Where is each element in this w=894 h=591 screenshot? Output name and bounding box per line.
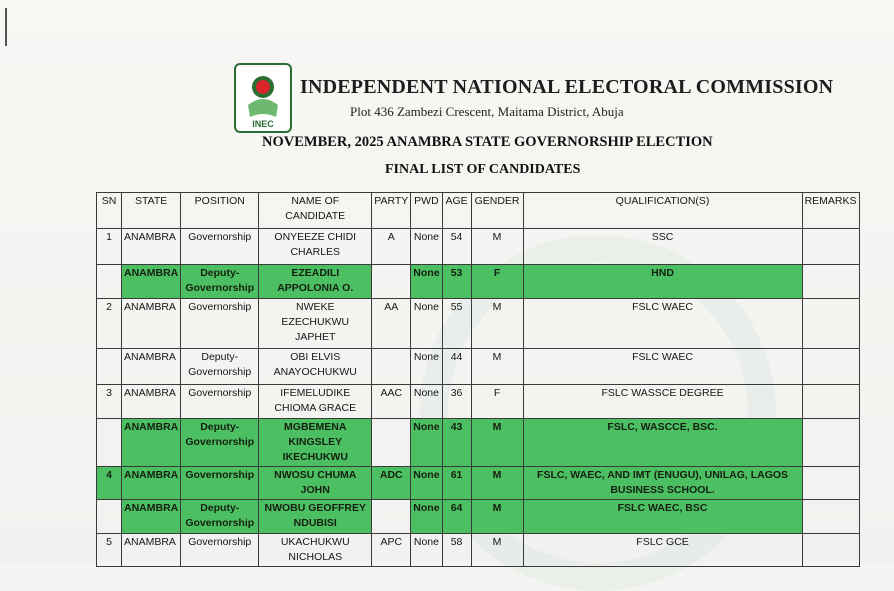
cell-qualification: FSLC WASSCE DEGREE (523, 385, 802, 419)
table-row (97, 349, 860, 385)
cell-gender: M (471, 500, 523, 534)
cell-state: ANAMBRA (122, 534, 181, 567)
cell-age: 54 (442, 229, 471, 265)
cell-position: Governorship (181, 467, 259, 500)
table-header-row (97, 193, 860, 229)
cell-pwd: None (411, 299, 442, 349)
cell-gender: M (471, 419, 523, 467)
cell-pwd: None (411, 349, 442, 385)
cell-sn: 3 (97, 385, 122, 419)
cell-remarks (802, 419, 859, 467)
cell-position: Deputy-Governorship (181, 500, 259, 534)
inec-logo (234, 63, 292, 133)
table-row (97, 500, 860, 534)
cell-party: APC (372, 534, 411, 567)
cell-state: ANAMBRA (122, 349, 181, 385)
cell-name: ONYEEZE CHIDI CHARLES (259, 229, 372, 265)
col-header-remarks: REMARKS (802, 193, 859, 229)
cell-gender: F (471, 265, 523, 299)
cell-pwd: None (411, 385, 442, 419)
cell-party (372, 500, 411, 534)
col-header-state: STATE (122, 193, 181, 229)
cell-pwd: None (411, 467, 442, 500)
cell-gender: M (471, 299, 523, 349)
cell-name: IFEMELUDIKE CHIOMA GRACE (259, 385, 372, 419)
cell-party (372, 349, 411, 385)
col-header-sn: SN (97, 193, 122, 229)
cell-name: UKACHUKWU NICHOLAS (259, 534, 372, 567)
cell-qualification: FSLC GCE (523, 534, 802, 567)
col-header-position: POSITION (181, 193, 259, 229)
cell-sn: 2 (97, 299, 122, 349)
cell-party: AAC (372, 385, 411, 419)
cell-gender: M (471, 349, 523, 385)
cell-age: 58 (442, 534, 471, 567)
cell-age: 61 (442, 467, 471, 500)
cell-age: 55 (442, 299, 471, 349)
cell-party (372, 265, 411, 299)
cell-pwd: None (411, 229, 442, 265)
cell-position: Deputy-Governorship (181, 349, 259, 385)
cell-gender: M (471, 534, 523, 567)
cell-name: NWEKE EZECHUKWU JAPHET (259, 299, 372, 349)
cell-gender: F (471, 385, 523, 419)
cell-qualification: FSLC WAEC (523, 349, 802, 385)
cell-position: Governorship (181, 385, 259, 419)
cell-state: ANAMBRA (122, 265, 181, 299)
cell-name: NWOBU GEOFFREY NDUBISI (259, 500, 372, 534)
cell-sn (97, 265, 122, 299)
cell-remarks (802, 385, 859, 419)
cell-qualification: FSLC, WASCCE, BSC. (523, 419, 802, 467)
cell-position: Deputy-Governorship (181, 419, 259, 467)
list-title: FINAL LIST OF CANDIDATES (385, 162, 581, 177)
cell-remarks (802, 229, 859, 265)
cell-party: A (372, 229, 411, 265)
cell-name: NWOSU CHUMA JOHN (259, 467, 372, 500)
table-row (97, 229, 860, 265)
cell-sn (97, 419, 122, 467)
cell-state: ANAMBRA (122, 419, 181, 467)
cell-age: 64 (442, 500, 471, 534)
col-header-qualification: QUALIFICATION(S) (523, 193, 802, 229)
cell-pwd: None (411, 265, 442, 299)
cell-pwd: None (411, 419, 442, 467)
table-row (97, 467, 860, 500)
cell-party: ADC (372, 467, 411, 500)
cell-gender: M (471, 229, 523, 265)
cell-age: 53 (442, 265, 471, 299)
col-header-name: NAME OF CANDIDATE (259, 193, 372, 229)
cell-age: 36 (442, 385, 471, 419)
cell-name: EZEADILI APPOLONIA O. (259, 265, 372, 299)
cell-name: MGBEMENA KINGSLEY IKECHUKWU (259, 419, 372, 467)
cell-qualification: FSLC, WAEC, AND IMT (ENUGU), UNILAG, LAGOS BUSINESS SCHOOL. (523, 467, 802, 500)
candidates-table (96, 192, 860, 567)
cell-state: ANAMBRA (122, 385, 181, 419)
cell-qualification: FSLC WAEC, BSC (523, 500, 802, 534)
cell-position: Governorship (181, 229, 259, 265)
cell-age: 44 (442, 349, 471, 385)
cell-position: Deputy-Governorship (181, 265, 259, 299)
cell-qualification: SSC (523, 229, 802, 265)
election-title: NOVEMBER, 2025 ANAMBRA STATE GOVERNORSHIP ELECTION (262, 134, 713, 150)
table-row (97, 419, 860, 467)
cell-sn (97, 500, 122, 534)
cell-sn (97, 349, 122, 385)
cell-state: ANAMBRA (122, 500, 181, 534)
cell-remarks (802, 534, 859, 567)
cell-position: Governorship (181, 299, 259, 349)
col-header-party: PARTY (372, 193, 411, 229)
cell-qualification: FSLC WAEC (523, 299, 802, 349)
cell-remarks (802, 349, 859, 385)
cell-gender: M (471, 467, 523, 500)
cell-remarks (802, 467, 859, 500)
org-name: INDEPENDENT NATIONAL ELECTORAL COMMISSION (300, 76, 834, 98)
cell-party: AA (372, 299, 411, 349)
col-header-pwd: PWD (411, 193, 442, 229)
cell-qualification: HND (523, 265, 802, 299)
cell-age: 43 (442, 419, 471, 467)
cell-state: ANAMBRA (122, 467, 181, 500)
table-row (97, 534, 860, 567)
col-header-age: AGE (442, 193, 471, 229)
cell-party (372, 419, 411, 467)
cell-state: ANAMBRA (122, 299, 181, 349)
cell-sn: 4 (97, 467, 122, 500)
col-header-gender: GENDER (471, 193, 523, 229)
cell-sn: 5 (97, 534, 122, 567)
cell-remarks (802, 299, 859, 349)
cell-position: Governorship (181, 534, 259, 567)
cell-state: ANAMBRA (122, 229, 181, 265)
cell-sn: 1 (97, 229, 122, 265)
table-row (97, 265, 860, 299)
svg-text:INEC: INEC (252, 119, 274, 129)
org-address: Plot 436 Zambezi Crescent, Maitama District, Abuja (350, 104, 624, 119)
cell-remarks (802, 265, 859, 299)
cell-remarks (802, 500, 859, 534)
cell-name: OBI ELVIS ANAYOCHUKWU (259, 349, 372, 385)
cell-pwd: None (411, 534, 442, 567)
table-row (97, 385, 860, 419)
cell-pwd: None (411, 500, 442, 534)
margin-mark (5, 8, 7, 46)
table-row (97, 299, 860, 349)
